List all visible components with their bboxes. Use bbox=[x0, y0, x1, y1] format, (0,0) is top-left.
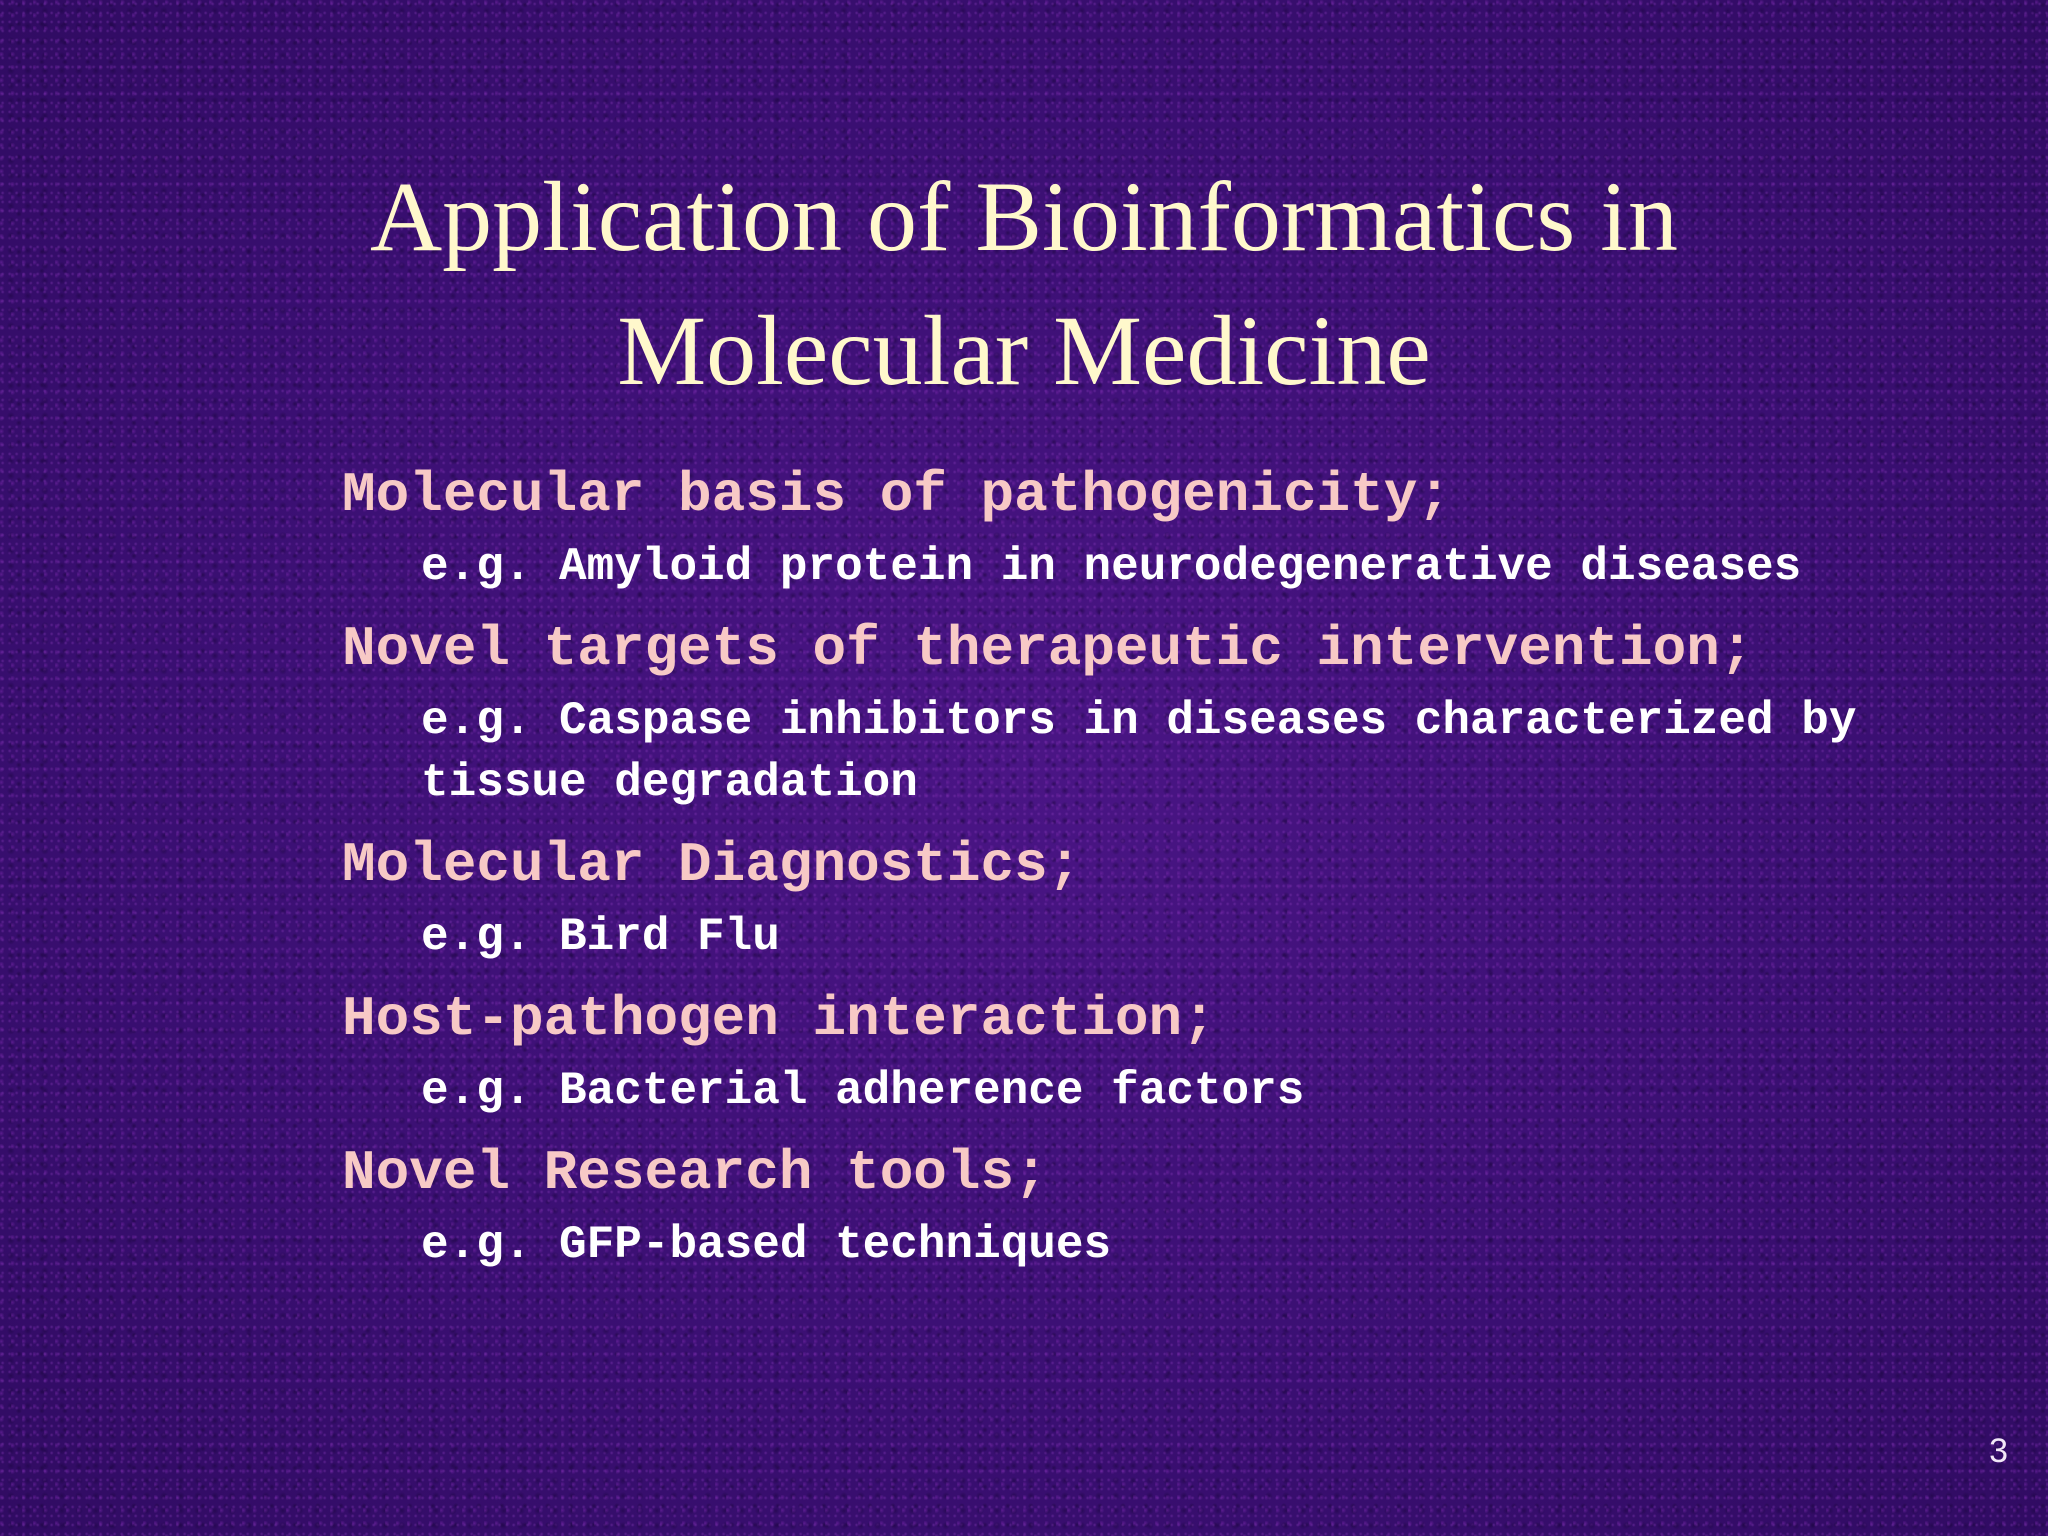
bullet-heading-research-tools: Novel Research tools; bbox=[342, 1141, 1048, 1205]
slide-title-line-1: Application of Bioinformatics in bbox=[369, 161, 1679, 272]
slide-title bbox=[0, 150, 2048, 418]
bullet-example-bird-flu: e.g. Bird Flu bbox=[421, 911, 780, 963]
page-number: 3 bbox=[1989, 1432, 2008, 1470]
bullet-heading-host-pathogen: Host-pathogen interaction; bbox=[342, 987, 1216, 1051]
bullet-example-amyloid: e.g. Amyloid protein in neurodegenerative diseases bbox=[421, 541, 1802, 593]
bullet-example-gfp: e.g. GFP-based techniques bbox=[421, 1219, 1112, 1271]
bullet-heading-diagnostics: Molecular Diagnostics; bbox=[342, 833, 1082, 897]
bullet-example-bacterial-adherence: e.g. Bacterial adherence factors bbox=[421, 1065, 1305, 1117]
bullet-heading-pathogenicity: Molecular basis of pathogenicity; bbox=[342, 463, 1451, 527]
bullet-example-caspase: e.g. Caspase inhibitors in diseases characterized by tissue degradation bbox=[421, 695, 1857, 809]
bullet-list bbox=[342, 458, 1942, 1276]
bullet-heading-therapeutic-targets: Novel targets of therapeutic intervention; bbox=[342, 617, 1754, 681]
slide-title-line-2: Molecular Medicine bbox=[617, 295, 1431, 406]
